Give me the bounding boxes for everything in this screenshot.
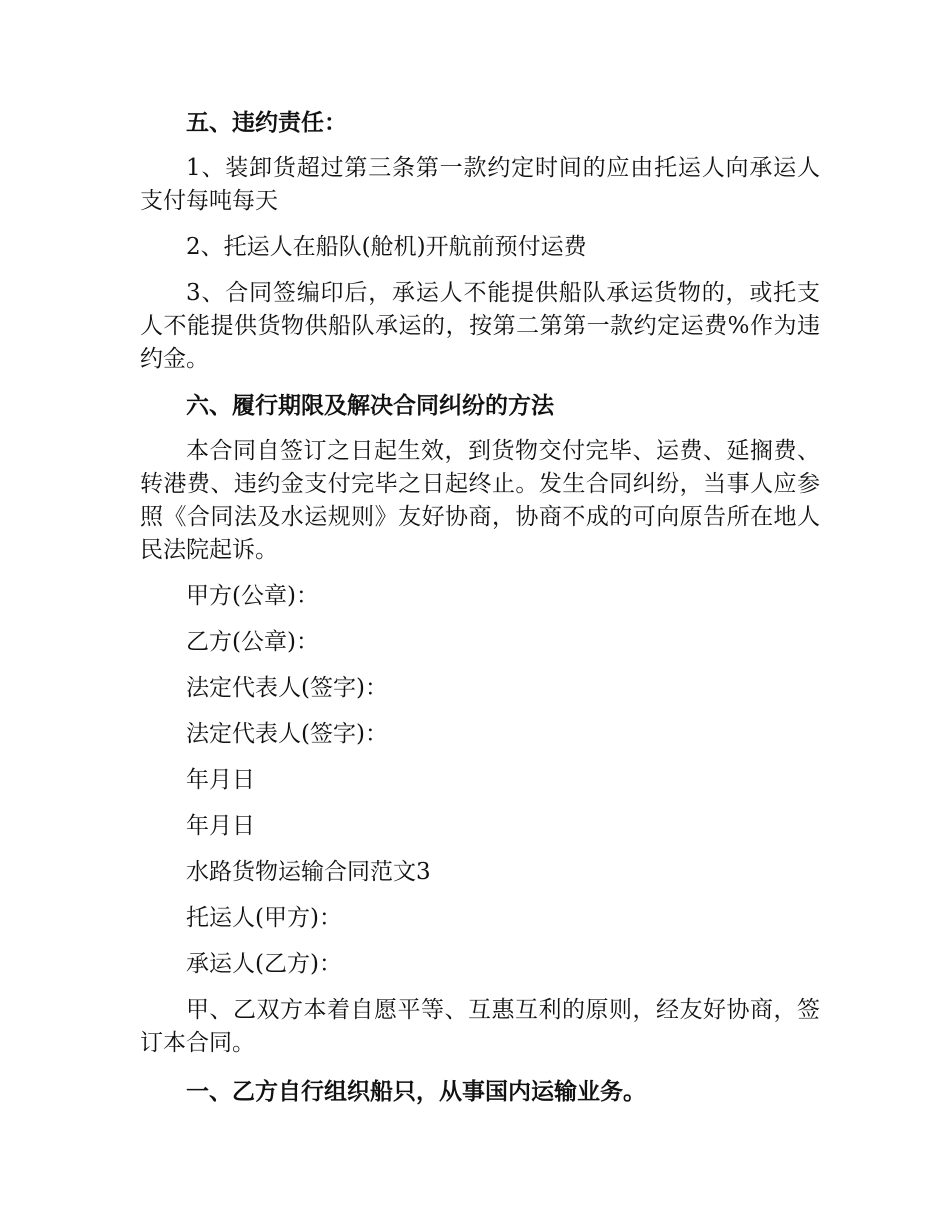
paragraph-agreement-intro: 甲、乙双方本着自愿平等、互惠互利的原则，经友好协商，签订本合同。 bbox=[140, 997, 820, 1056]
paragraph-term-disputes: 本合同自签订之日起生效，到货物交付完毕、运费、延搁费、转港费、违约金支付完毕之日起终止。发生合同纠纷，当事人应参照《合同法及水运规则》友好协商，协商不成的可向原告所在地人民法院起诉。 bbox=[140, 438, 820, 563]
date-line-a: 年月日 bbox=[186, 767, 255, 793]
party-a-seal: 甲方(公章)： bbox=[186, 583, 319, 609]
paragraph-breach-1: 1、装卸货超过第三条第一款约定时间的应由托运人向承运人支付每吨每天 bbox=[140, 155, 820, 214]
party-b-seal: 乙方(公章)： bbox=[186, 629, 319, 655]
section-heading-breach: 五、违约责任： bbox=[186, 109, 347, 136]
carrier-party-b: 承运人(乙方)： bbox=[186, 951, 342, 977]
contract-title-3: 水路货物运输合同范文3 bbox=[186, 859, 431, 885]
section-heading-term-disputes: 六、履行期限及解决合同纠纷的方法 bbox=[186, 392, 554, 419]
date-line-b: 年月日 bbox=[186, 813, 255, 839]
legal-rep-signature-b: 法定代表人(签字)： bbox=[186, 721, 388, 747]
paragraph-breach-3: 3、合同签编印后，承运人不能提供船队承运货物的，或托支人不能提供货物供船队承运的，按第二第第一款约定运费%作为违约金。 bbox=[140, 280, 820, 372]
section-heading-vessel-organization: 一、乙方自行组织船只，从事国内运输业务。 bbox=[186, 1078, 646, 1105]
paragraph-breach-2: 2、托运人在船队(舱机)开航前预付运费 bbox=[186, 234, 587, 260]
document-body bbox=[140, 106, 820, 1121]
shipper-party-a: 托运人(甲方)： bbox=[186, 905, 342, 931]
legal-rep-signature-a: 法定代表人(签字)： bbox=[186, 675, 388, 701]
